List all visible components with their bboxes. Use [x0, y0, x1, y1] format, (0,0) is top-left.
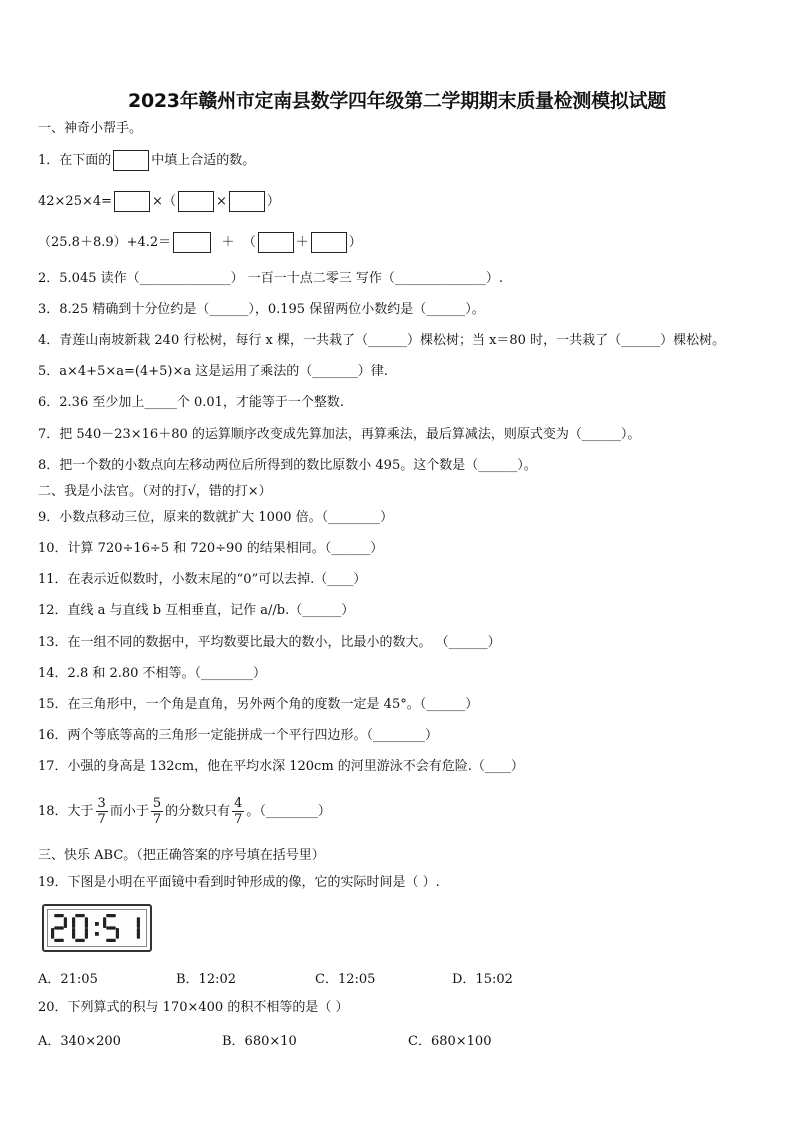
clock-segment: [106, 926, 116, 929]
option-b[interactable]: B．680×10: [222, 1034, 297, 1049]
question-1-line-3: [38, 232, 362, 253]
times-sign: ×: [152, 194, 163, 209]
section-heading-3: 三、快乐 ABC。（把正确答案的序号填在括号里）: [38, 848, 325, 863]
question-18-mid-1: 而小于: [109, 804, 149, 819]
plus-sign: ＋: [221, 235, 235, 250]
question-2: 2．5.045 读作（______________） 一百一十点二零三 写作（______________）.: [38, 271, 504, 286]
digital-clock-image: [42, 904, 152, 952]
question-14: 14．2.8 和 2.80 不相等。（________）: [38, 666, 267, 681]
clock-segment: [54, 926, 64, 929]
clock-colon-dot: [95, 922, 99, 926]
clock-segment: [137, 928, 140, 939]
clock-colon-dot: [95, 932, 99, 936]
fraction-three-sevenths: $\frac{3}{7}$: [97, 796, 106, 827]
answer-box[interactable]: [114, 191, 150, 212]
answer-box[interactable]: [258, 232, 294, 253]
times-sign: ×: [215, 194, 227, 209]
question-8: 8．把一个数的小数点向左移动两位后所得到的数比原数小 495。这个数是（______）。: [38, 458, 537, 473]
answer-box[interactable]: [178, 191, 214, 212]
option-b[interactable]: B．12:02: [176, 972, 237, 987]
question-7: 7．把 540－23×16＋80 的运算顺序改变成先算加法，再算乘法，最后算减法，则原式变为（______）。: [38, 427, 641, 442]
clock-segment: [75, 939, 85, 942]
question-1-prefix: 1．在下面的: [38, 153, 112, 168]
clock-segment: [51, 928, 54, 939]
answer-box[interactable]: [173, 232, 211, 253]
question-19: 19．下图是小明在平面镜中看到时钟形成的像，它的实际时间是（ ）.: [38, 875, 440, 890]
clock-segment: [54, 914, 64, 917]
clock-segment: [85, 917, 88, 928]
close-paren: ）: [266, 194, 280, 209]
question-20: 20．下列算式的积与 170×400 的积不相等的是（ ）: [38, 1000, 349, 1015]
clock-segment: [72, 928, 75, 939]
answer-box[interactable]: [229, 191, 265, 212]
expression-prefix: 42×25×4=: [38, 194, 113, 209]
option-a[interactable]: A．340×200: [38, 1034, 121, 1049]
option-a[interactable]: A．21:05: [38, 972, 98, 987]
question-18-mid-2: 的分数只有: [165, 804, 231, 819]
option-c[interactable]: C．680×100: [408, 1034, 492, 1049]
plus-sign: ＋: [295, 235, 309, 250]
question-4: 4．青莲山南坡新栽 240 行松树，每行 x 棵，一共栽了（______）棵松树；当 x＝80 时，一共栽了（______）棵松树。: [38, 333, 726, 348]
answer-box[interactable]: [311, 232, 347, 253]
question-17: 17．小强的身高是 132cm，他在平均水深 120cm 的河里游泳不会有危险.（____）: [38, 759, 524, 774]
question-16: 16．两个等底等高的三角形一定能拼成一个平行四边形。（________）: [38, 728, 439, 743]
option-d[interactable]: D．15:02: [452, 972, 513, 987]
clock-segment: [75, 914, 85, 917]
question-13: 13．在一组不同的数据中，平均数要比最大的数小，比最小的数大。 （______）: [38, 635, 501, 650]
close-paren: ）: [348, 235, 362, 250]
question-18-prefix: 18．大于: [38, 804, 94, 819]
question-3: 3．8.25 精确到十分位约是（______），0.195 保留两位小数约是（______）。: [38, 302, 485, 317]
question-1-line-2: [38, 191, 280, 212]
clock-segment: [72, 917, 75, 928]
question-11: 11．在表示近似数时，小数末尾的“0”可以去掉.（____）: [38, 572, 367, 587]
question-18-suffix: 。（________）: [246, 804, 331, 819]
question-20-options: [38, 1030, 738, 1048]
question-18: [38, 796, 331, 827]
option-c[interactable]: C．12:05: [315, 972, 376, 987]
clock-segment: [85, 928, 88, 939]
clock-segment: [116, 928, 119, 939]
clock-segment: [54, 939, 64, 942]
page-title: 2023年赣州市定南县数学四年级第二学期期末质量检测模拟试题: [128, 90, 666, 112]
fraction-five-sevenths: $\frac{5}{7}$: [152, 796, 162, 827]
question-5: 5．a×4+5×a=(4+5)×a 这是运用了乘法的（_______）律.: [38, 364, 388, 379]
question-1: [38, 150, 255, 171]
fraction-four-sevenths: $\frac{4}{7}$: [234, 796, 243, 827]
expression-prefix: （25.8＋8.9）+4.2＝: [38, 235, 172, 250]
section-heading-1: 一、神奇小帮手。: [38, 121, 143, 136]
section-heading-2: 二、我是小法官。（对的打√，错的打×）: [38, 484, 272, 499]
question-9: 9．小数点移动三位，原来的数就扩大 1000 倍。（________）: [38, 510, 394, 525]
clock-segment: [103, 917, 106, 928]
question-10: 10．计算 720÷16÷5 和 720÷90 的结果相同。（______）: [38, 541, 384, 556]
question-15: 15．在三角形中，一个角是直角，另外两个角的度数一定是 45°。（______）: [38, 697, 479, 712]
clock-segment: [106, 939, 116, 942]
question-1-suffix: 中填上合适的数。: [151, 153, 256, 168]
question-6: 6．2.36 至少加上_____个 0.01，才能等于一个整数.: [38, 395, 345, 410]
answer-box[interactable]: [113, 150, 149, 171]
open-paren: （: [162, 194, 176, 209]
clock-digits: [48, 911, 146, 945]
clock-segment: [64, 917, 67, 928]
clock-segment: [106, 914, 116, 917]
clock-segment: [137, 917, 140, 928]
open-paren: （: [242, 235, 256, 250]
question-19-options: [38, 968, 738, 986]
question-12: 12．直线 a 与直线 b 互相垂直，记作 a//b.（______）: [38, 603, 355, 618]
